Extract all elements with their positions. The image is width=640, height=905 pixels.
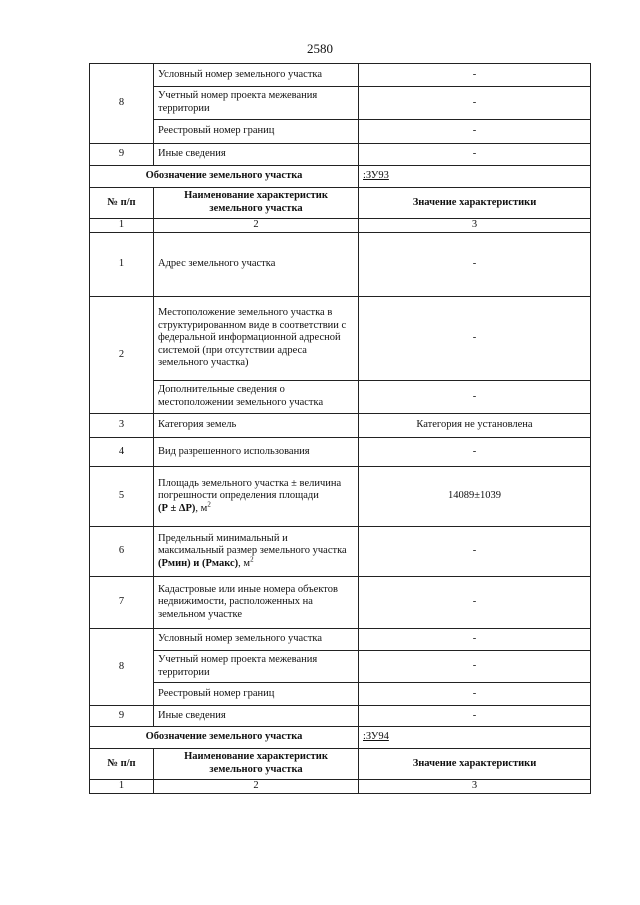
field-label: Адрес земельного участка bbox=[154, 233, 359, 297]
land-plot-table bbox=[89, 63, 591, 794]
field-label: Учетный номер проекта межевания территории bbox=[154, 87, 359, 120]
table-row bbox=[90, 651, 591, 683]
column-header-name: Наименование характеристик земельного участка bbox=[154, 749, 359, 780]
field-label: Условный номер земельного участка bbox=[154, 64, 359, 87]
column-index-row bbox=[90, 780, 591, 794]
field-label: Иные сведения bbox=[154, 144, 359, 166]
table-row bbox=[90, 683, 591, 706]
field-label-text: Площадь земельного участка ± величина погрешности определения площади bbox=[158, 477, 342, 502]
field-label: Категория земель bbox=[154, 414, 359, 438]
column-index: 2 bbox=[154, 219, 359, 233]
table-row bbox=[90, 527, 591, 577]
column-index: 2 bbox=[154, 780, 359, 794]
row-number: 9 bbox=[90, 144, 154, 166]
column-index: 1 bbox=[90, 219, 154, 233]
page-number: 2580 bbox=[307, 41, 333, 56]
plot-designation-value: :ЗУ93 bbox=[359, 166, 591, 188]
size-formula: (Рмин) и (Рмакс) bbox=[158, 557, 239, 569]
field-value: - bbox=[359, 87, 591, 120]
table-row bbox=[90, 381, 591, 414]
field-label: Реестровый номер границ bbox=[154, 683, 359, 706]
field-label bbox=[154, 467, 359, 527]
row-number: 8 bbox=[90, 64, 154, 144]
column-index: 1 bbox=[90, 780, 154, 794]
row-number: 2 bbox=[90, 297, 154, 414]
column-header-value: Значение характеристики bbox=[359, 749, 591, 780]
row-number: 5 bbox=[90, 467, 154, 527]
field-value: Категория не установлена bbox=[359, 414, 591, 438]
field-value: - bbox=[359, 629, 591, 651]
column-header-row bbox=[90, 188, 591, 219]
field-value: - bbox=[359, 683, 591, 706]
field-value: - bbox=[359, 297, 591, 381]
field-value: - bbox=[359, 438, 591, 467]
row-number: 1 bbox=[90, 233, 154, 297]
table-row bbox=[90, 233, 591, 297]
field-value: - bbox=[359, 233, 591, 297]
field-value: - bbox=[359, 64, 591, 87]
row-number: 7 bbox=[90, 577, 154, 629]
plot-designation-label: Обозначение земельного участка bbox=[90, 166, 359, 188]
table-row bbox=[90, 629, 591, 651]
column-header-number: № п/п bbox=[90, 188, 154, 219]
field-value: - bbox=[359, 381, 591, 414]
column-index: 3 bbox=[359, 780, 591, 794]
unit-text: , м bbox=[195, 502, 208, 514]
column-header-name: Наименование характеристик земельного участка bbox=[154, 188, 359, 219]
table-row bbox=[90, 706, 591, 727]
area-formula: (Р ± ΔР) bbox=[158, 502, 196, 514]
field-value: - bbox=[359, 144, 591, 166]
column-index: 3 bbox=[359, 219, 591, 233]
column-header-row bbox=[90, 749, 591, 780]
row-number: 8 bbox=[90, 629, 154, 706]
field-label-text: Предельный минимальный и максимальный размер земельного участка bbox=[158, 532, 347, 557]
plot-designation-row bbox=[90, 727, 591, 749]
field-value: - bbox=[359, 651, 591, 683]
unit-superscript: 2 bbox=[250, 555, 254, 564]
table-row bbox=[90, 414, 591, 438]
field-value: - bbox=[359, 527, 591, 577]
unit-text: , м bbox=[238, 557, 251, 569]
column-header-number: № п/п bbox=[90, 749, 154, 780]
table-row bbox=[90, 297, 591, 381]
unit-superscript: 2 bbox=[207, 500, 211, 509]
plot-designation-label: Обозначение земельного участка bbox=[90, 727, 359, 749]
table-row bbox=[90, 467, 591, 527]
row-number: 3 bbox=[90, 414, 154, 438]
field-label: Учетный номер проекта межевания территории bbox=[154, 651, 359, 683]
table-row bbox=[90, 120, 591, 144]
field-label: Кадастровые или иные номера объектов недвижимости, расположенных на земельном участке bbox=[154, 577, 359, 629]
table-row bbox=[90, 144, 591, 166]
field-label: Реестровый номер границ bbox=[154, 120, 359, 144]
field-label: Иные сведения bbox=[154, 706, 359, 727]
table-row bbox=[90, 87, 591, 120]
column-index-row bbox=[90, 219, 591, 233]
table-row bbox=[90, 438, 591, 467]
table-row bbox=[90, 64, 591, 87]
field-value: - bbox=[359, 577, 591, 629]
field-label: Дополнительные сведения о местоположении земельного участка bbox=[154, 381, 359, 414]
row-number: 9 bbox=[90, 706, 154, 727]
table-row bbox=[90, 577, 591, 629]
field-value: - bbox=[359, 706, 591, 727]
field-label bbox=[154, 527, 359, 577]
plot-designation-value: :ЗУ94 bbox=[359, 727, 591, 749]
field-label: Местоположение земельного участка в структурированном виде в соответствии с федеральной информационной адресной системой (при отсутствии адреса земельного участка) bbox=[154, 297, 359, 381]
plot-designation-row bbox=[90, 166, 591, 188]
field-value: 14089±1039 bbox=[359, 467, 591, 527]
field-label: Условный номер земельного участка bbox=[154, 629, 359, 651]
column-header-value: Значение характеристики bbox=[359, 188, 591, 219]
field-label: Вид разрешенного использования bbox=[154, 438, 359, 467]
field-value: - bbox=[359, 120, 591, 144]
row-number: 4 bbox=[90, 438, 154, 467]
row-number: 6 bbox=[90, 527, 154, 577]
